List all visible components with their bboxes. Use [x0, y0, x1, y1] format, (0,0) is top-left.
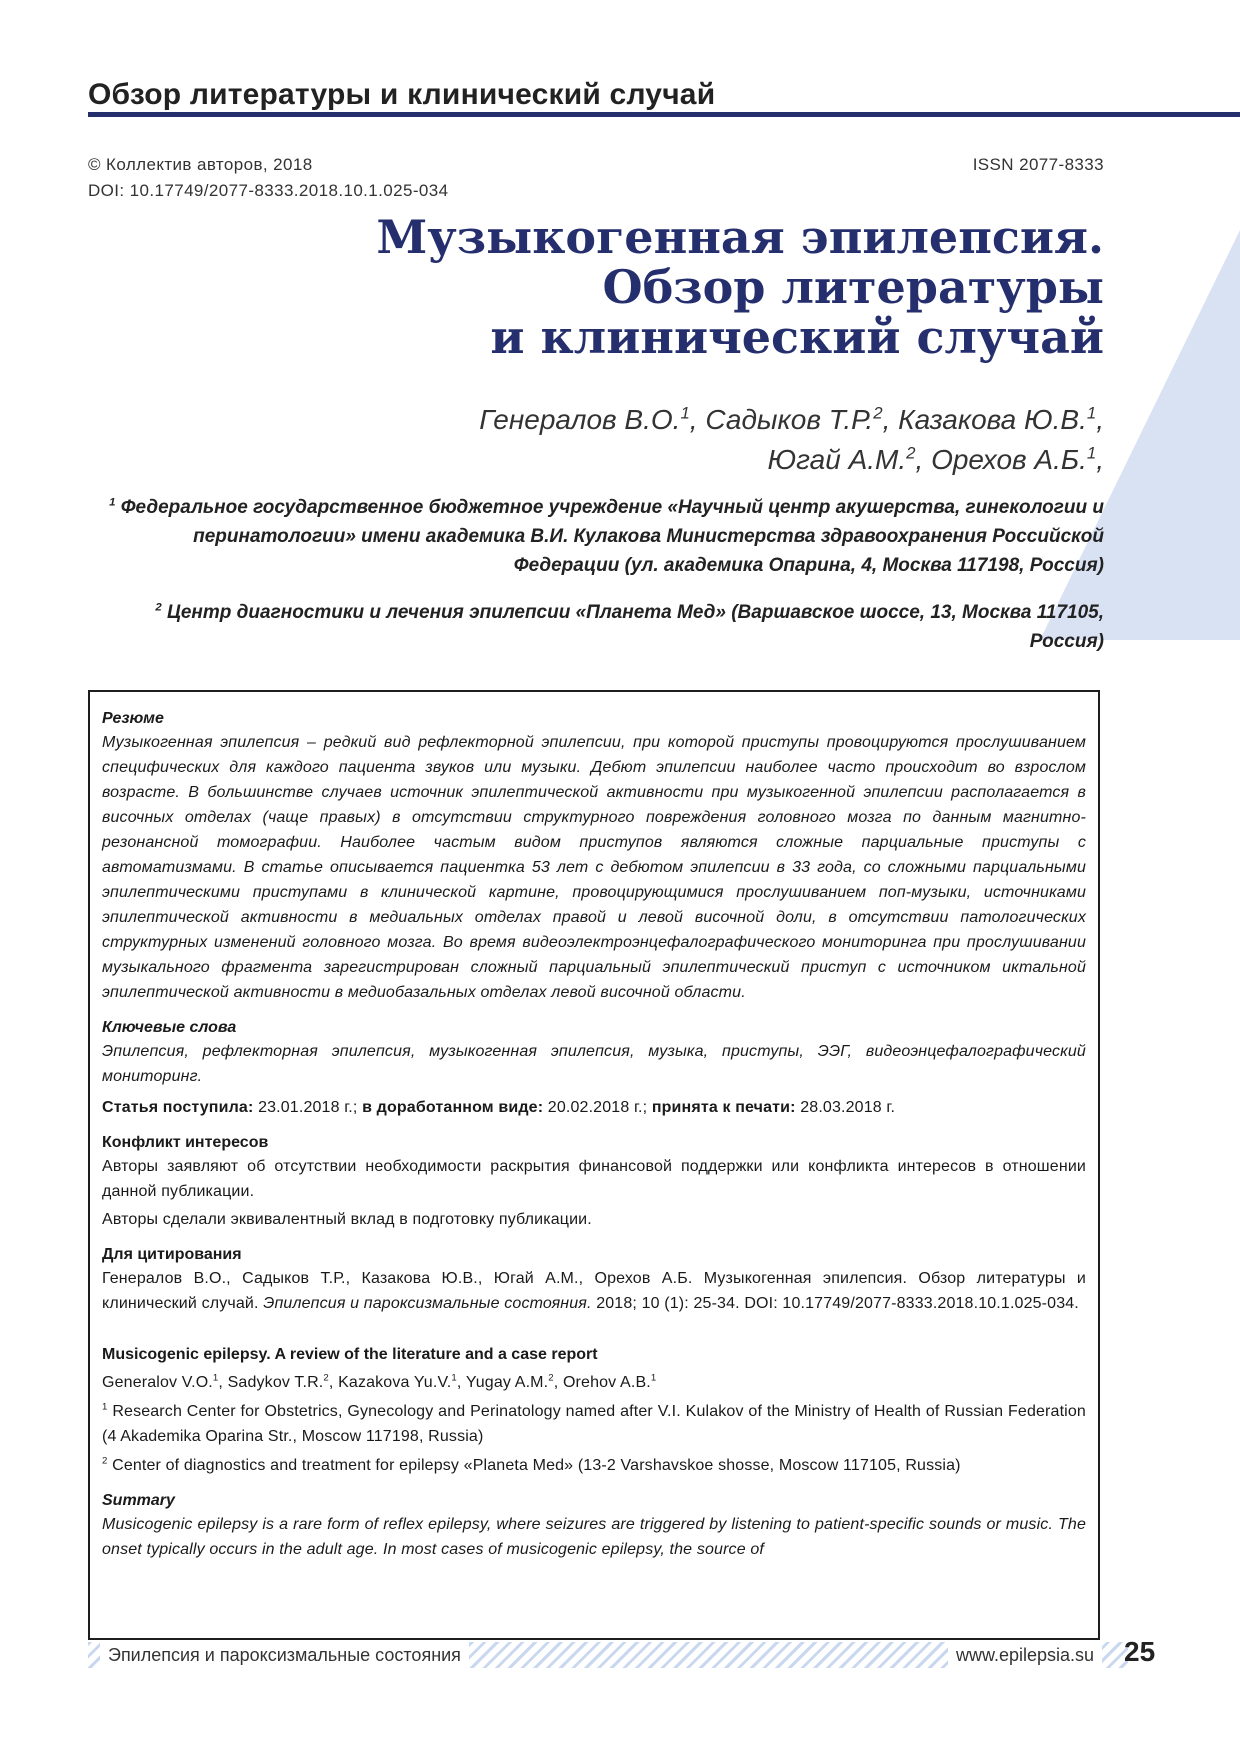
citation-text: [102, 1266, 1086, 1316]
english-authors: Generalov V.O.$^1$, Sadykov T.R.$^2$, Kazakova Yu.V.$^1$, Yugay A.M.$^2$, Orehov A.B.$^1$: [102, 1372, 657, 1391]
article-dates: [102, 1095, 1086, 1120]
author-list: Генералов В.О.$^1$, Садыков Т.Р.$^2$, Казакова Ю.В.$^1$, Югай А.М.$^2$, Орехов А.Б.$^1$,: [479, 403, 1104, 475]
author-name: Казакова Ю.В.: [898, 404, 1087, 435]
article-title: [204, 212, 1104, 362]
affiliation-text: Center of diagnostics and treatment for epilepsy «Planeta Med» (13-2 Varshavskoe shosse, Moscow 117105, Russia): [112, 1457, 961, 1474]
citation-heading: Для цитирования: [102, 1246, 242, 1263]
author-name: Орехов А.Б.: [931, 444, 1087, 475]
revised-date: 20.02.2018 г.;: [547, 1099, 648, 1116]
affiliation-number: 1: [102, 1401, 108, 1413]
affiliation-number: 2: [155, 601, 162, 614]
issn-line: ISSN 2077-8333: [972, 155, 1104, 174]
resume-text: Музыкогенная эпилепсия – редкий вид рефлекторной эпилепсии, при которой приступы провоцируются прослушиванием специфических для каждого пациента звуков или музыки. Дебют эпилепсии наиболее часто происходит во взрослом возрасте. В большинстве случаев источник эпилептической активности при музыкогенной эпилепсии располагается в височных отделах (чаще правых) в отсутствии структурного повреждения головного мозга по данным магнитно-резонансной томографии. Наиболее частым видом приступов являются сложные парциальные приступы с автоматизмами. В статье описывается пациентка 53 лет с дебютом эпилепсии в 33 года, со сложными парциальными эпилептическими приступами в клинической картине, провоцирующимися прослушиванием поп-музыки, источниками эпилептической активности в медиальных отделах правой и левой височной доли, в отсутствии патологических структурных изменений головного мозга. Во время видеоэлектроэнцефалографического мониторинга при прослушивании музыкального фрагмента зарегистрирован сложный парциальный эпилептический приступ с источником иктальной эпилептической активности в медиобазальных отделах левой височной области.: [102, 734, 1086, 1001]
doi-line: DOI: 10.17749/2077-8333.2018.10.1.025-034: [88, 181, 449, 200]
affiliation-2: [94, 598, 1104, 656]
keywords-heading: Ключевые слова: [102, 1019, 237, 1036]
author-affiliation-mark: 2: [906, 443, 916, 463]
summary-heading: Summary: [102, 1492, 175, 1509]
author-name: Садыков Т.Р.: [705, 404, 874, 435]
author-name: Orehov A.B.: [562, 1374, 651, 1391]
author-name: Yugay A.M.: [465, 1374, 549, 1391]
author-name: Генералов В.О.: [479, 404, 681, 435]
accepted-date: 28.03.2018 г.: [800, 1099, 896, 1116]
english-affiliation-1: [102, 1399, 1086, 1449]
affiliation-text: Центр диагностики и лечения эпилепсии «Планета Мед» (Варшавское шоссе, 13, Москва 117105, Россия): [166, 602, 1104, 652]
affiliation-text: Research Center for Obstetrics, Gynecology and Perinatology named after V.I. Kulakov of the Ministry of Health of Russian Federation (4 Akademika Oparina Str., Moscow 117198, Russia): [102, 1403, 1086, 1445]
author-affiliation-mark: 1: [680, 403, 690, 423]
author-affiliation-mark: 1: [1086, 403, 1097, 423]
contribution-text: Авторы сделали эквивалентный вклад в подготовку публикации.: [102, 1211, 592, 1228]
affiliation-number: 2: [102, 1455, 108, 1467]
keywords-text: Эпилепсия, рефлекторная эпилепсия, музыкогенная эпилепсия, музыка, приступы, ЭЭГ, видеоэнцефалографический мониторинг.: [102, 1043, 1086, 1085]
author-affiliation-mark: 2: [548, 1372, 554, 1384]
article-title-line: и клинический случай: [490, 310, 1104, 364]
author-name: Югай А.М.: [767, 444, 907, 475]
abstract-box: [88, 690, 1100, 1640]
citation-journal: Эпилепсия и пароксизмальные состояния.: [263, 1295, 592, 1312]
author-affiliation-mark: 1: [212, 1372, 219, 1384]
author-name: Generalov V.O.: [102, 1374, 213, 1391]
author-name: Sadykov T.R.: [227, 1374, 324, 1391]
affiliation-text: Федеральное государственное бюджетное учреждение «Научный центр акушерства, гинекологии и перинатологии» имени академика В.И. Кулакова Министерства здравоохранения Российской Федерации (ул. академика Опарина, 4, Москва 117198, Россия): [120, 497, 1104, 576]
english-title: Musicogenic epilepsy. A review of the literature and a case report: [102, 1346, 598, 1363]
copyright-line: © Коллектив авторов, 2018: [88, 155, 313, 174]
conflict-heading: Конфликт интересов: [102, 1134, 269, 1151]
section-title-rule: [88, 112, 1240, 117]
received-label: Статья поступила:: [102, 1099, 254, 1116]
affiliation-1: [94, 493, 1104, 580]
page-number: 25: [1124, 1636, 1156, 1667]
section-title: Обзор литературы и клинический случай: [88, 78, 716, 111]
author-affiliation-mark: 2: [873, 403, 883, 423]
author-name: Kazakova Yu.V.: [338, 1374, 452, 1391]
affiliation-number: 1: [109, 496, 116, 509]
article-title-line: Обзор литературы: [602, 260, 1104, 314]
article-title-line: Музыкогенная эпилепсия.: [376, 210, 1104, 264]
footer-website-link[interactable]: www.epilepsia.su: [948, 1642, 1102, 1668]
author-affiliation-mark: 1: [1086, 443, 1097, 463]
conflict-text: Авторы заявляют об отсутствии необходимости раскрытия финансовой поддержки или конфликта интересов в отношении данной публикации.: [102, 1158, 1086, 1200]
citation-authors-title: Генералов В.О., Садыков Т.Р., Казакова Ю.В., Югай А.М., Орехов А.Б. Музыкогенная эпилепсия. Обзор литературы и клинический случай.: [102, 1270, 1086, 1312]
accepted-label: принята к печати:: [651, 1099, 796, 1116]
summary-text: Musicogenic epilepsy is a rare form of reflex epilepsy, where seizures are triggered by listening to patient-specific sounds or music. The onset typically occurs in the adult age. In most cases of musicogenic epilepsy, the source of: [102, 1516, 1086, 1558]
citation-details: 2018; 10 (1): 25-34. DOI: 10.17749/2077-8333.2018.10.1.025-034.: [596, 1295, 1079, 1312]
resume-heading: Резюме: [102, 710, 164, 727]
footer-journal-name: Эпилепсия и пароксизмальные состояния: [100, 1642, 469, 1668]
author-affiliation-mark: 2: [323, 1372, 329, 1384]
received-date: 23.01.2018 г.;: [258, 1099, 358, 1116]
author-affiliation-mark: 1: [650, 1372, 657, 1384]
author-affiliation-mark: 1: [451, 1372, 457, 1384]
english-affiliation-2: [102, 1453, 1086, 1478]
revised-label: в доработанном виде:: [362, 1099, 544, 1116]
